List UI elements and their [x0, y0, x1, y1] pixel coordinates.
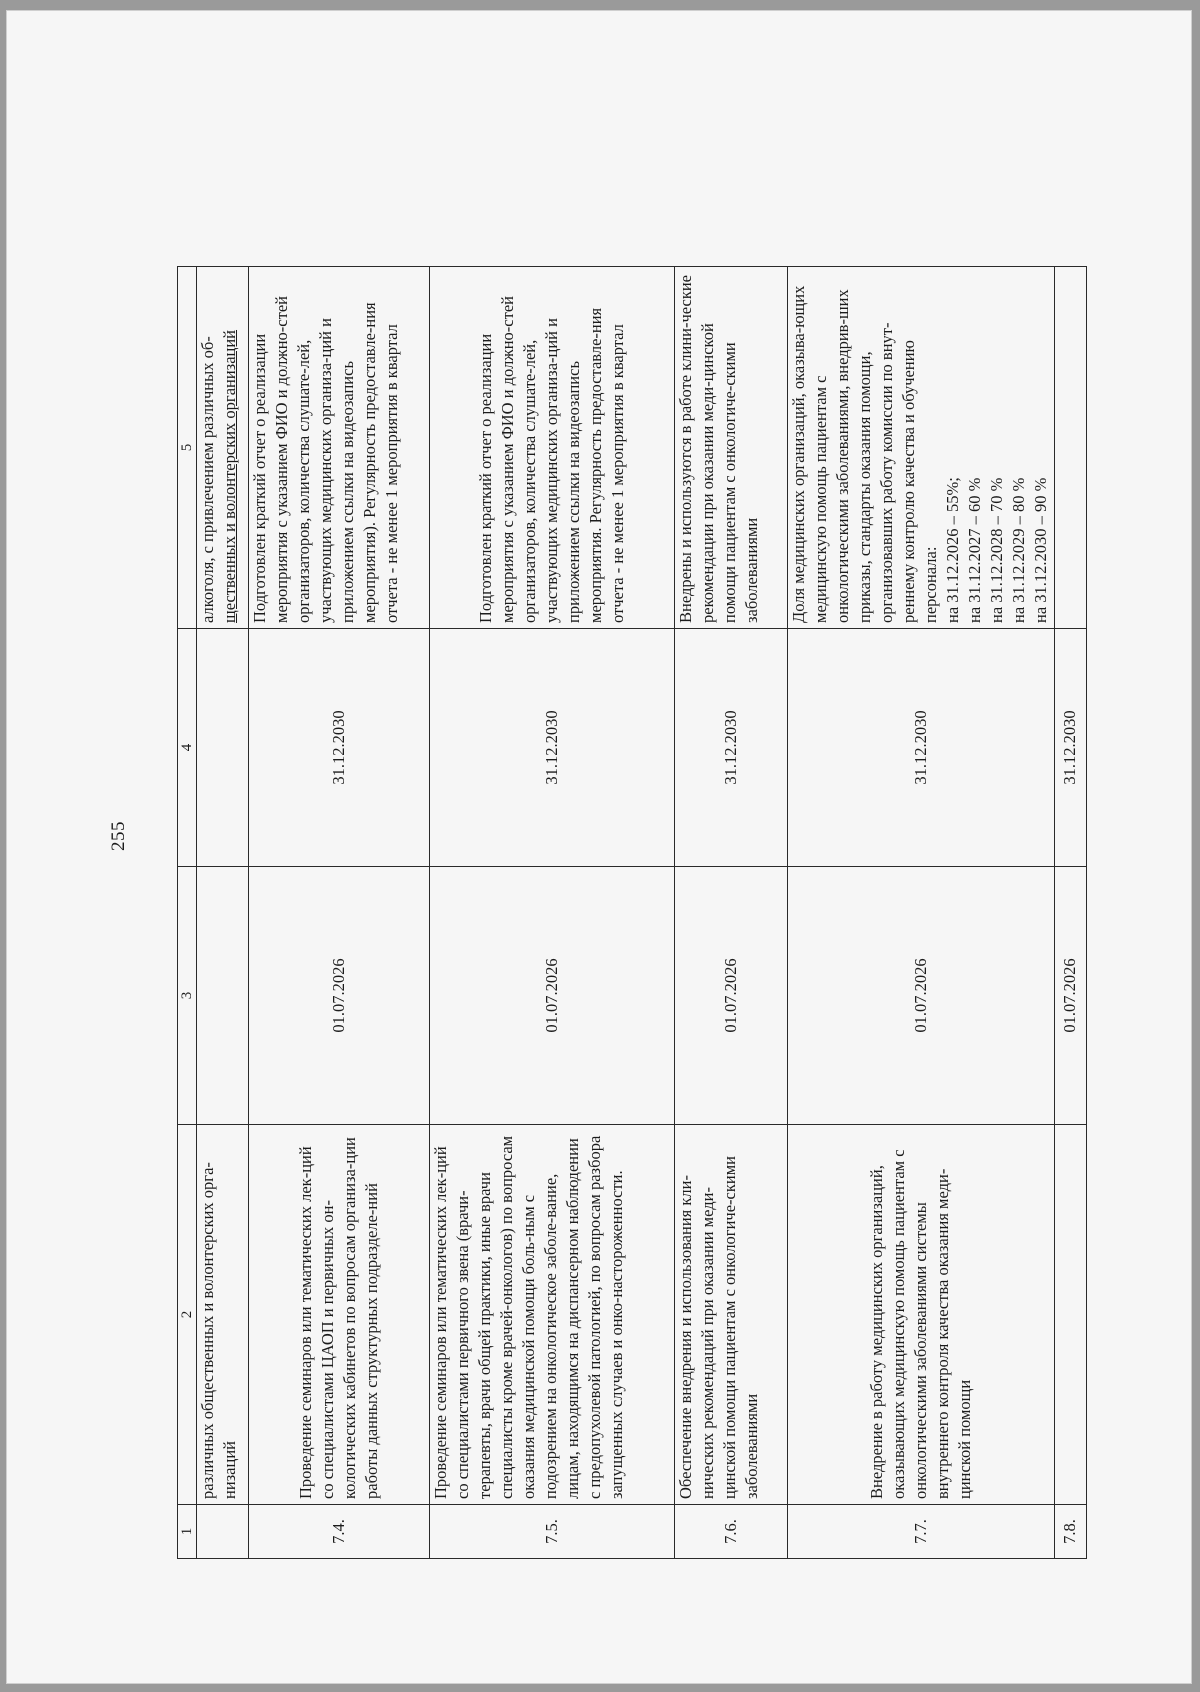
row-number: 7.7. [787, 1505, 1054, 1559]
row-number: 7.4. [249, 1505, 430, 1559]
target-item: на 31.12.2030 – 90 % [1030, 477, 1050, 623]
target-list [942, 272, 1052, 623]
row-end-date: 31.12.2030 [675, 629, 788, 867]
row-event: Проведение семинаров или тематических лек-ций со специалистами первичного звена (врачи-терапевты, врачи общей практики, иные врачи специалисты кроме врачей-онкологов) по вопросам оказания медицинской помощи боль-ным с подозрением на онкологическое заболе-вание, лицам, находящимся на диспансерном наблюдении с предопухолевой патологией, по вопросам разбора запущенных случаев и онко-настороженности. [430, 1125, 675, 1505]
row-start-date: 01.07.2026 [1054, 867, 1086, 1125]
row-start-date: 01.07.2026 [430, 867, 675, 1125]
row-event: Внедрение в работу медицинских организаций, оказывающих медицинскую помощь пациентам с онкологическими заболеваниями системы внутреннего контроля качества оказания меди-цинской помощи [787, 1125, 1054, 1505]
row-start-date [197, 867, 249, 1125]
row-result [787, 267, 1054, 629]
row-result: Подготовлен краткий отчет о реализации мероприятия с указанием ФИО и должно-стей организаторов, количества слушате-лей, участвующих медицинских организа-ций и приложением ссылки на видеозапись мероприятия). Регулярность предоставле-ния отчета - не менее 1 мероприятия в квартал [249, 267, 430, 629]
row-event [1054, 1125, 1086, 1505]
row-number: 7.5. [430, 1505, 675, 1559]
target-item: на 31.12.2028 – 70 % [986, 477, 1006, 623]
table-row [675, 267, 788, 1559]
row-start-date: 01.07.2026 [787, 867, 1054, 1125]
result-line: щественных и волонтерских организаций [220, 329, 239, 623]
row-number: 7.6. [675, 1505, 788, 1559]
row-result [1054, 267, 1086, 629]
row-end-date: 31.12.2030 [787, 629, 1054, 867]
row-result: Внедрены и используются в работе клини-ческие рекомендации при оказании меди-цинской помощи пациентам с онкологиче-скими заболеваниями [675, 267, 788, 629]
result-text: Доля медицинских организаций, оказыва-ющих медицинскую помощь пациентам с онкологическими заболеваниями, внедрив-ших приказы, стандарты оказания помощи, организовавших работу комиссии по внут-реннему контролю качества и обучению персонала: [788, 285, 940, 623]
row-number [197, 1505, 249, 1559]
page-number: 255 [108, 821, 129, 851]
row-event: Проведение семинаров или тематических лек-ций со специалистами ЦАОП и первичных он-кологических кабинетов по вопросам организа-ции работы данных структурных подразделе-ний [249, 1125, 430, 1505]
table-row [430, 267, 675, 1559]
header-row [178, 267, 197, 1559]
row-end-date [197, 629, 249, 867]
header-col-2: 2 [178, 1125, 197, 1505]
target-item: на 31.12.2029 – 80 % [1008, 477, 1028, 623]
target-item: на 31.12.2026 – 55%; [942, 477, 962, 623]
table-row [787, 267, 1054, 1559]
target-item: на 31.12.2027 – 60 % [964, 477, 984, 623]
header-col-4: 4 [178, 629, 197, 867]
table-row [249, 267, 430, 1559]
table-row [1054, 267, 1086, 1559]
row-end-date: 31.12.2030 [1054, 629, 1086, 867]
rotated-table-wrapper [177, 267, 1087, 1559]
row-start-date: 01.07.2026 [675, 867, 788, 1125]
row-number: 7.8. [1054, 1505, 1086, 1559]
result-line: алкоголя, с привлечением различных об- [198, 336, 217, 623]
header-col-3: 3 [178, 867, 197, 1125]
row-end-date: 31.12.2030 [430, 629, 675, 867]
header-col-5: 5 [178, 267, 197, 629]
row-result [197, 267, 249, 629]
row-result: Подготовлен краткий отчет о реализации мероприятия с указанием ФИО и должно-стей организаторов, количества слушате-лей, участвующих медицинских организа-ций и приложением ссылки на видеозапись мероприятия. Регулярность предоставле-ния отчета - не менее 1 мероприятия в квартал [430, 267, 675, 629]
activities-table [177, 266, 1087, 1559]
table-row [197, 267, 249, 1559]
row-event: различных общественных и волонтерских орга-низаций [197, 1125, 249, 1505]
row-start-date: 01.07.2026 [249, 867, 430, 1125]
document-page [6, 10, 1192, 1684]
row-end-date: 31.12.2030 [249, 629, 430, 867]
row-event: Обеспечение внедрения и использования кли-нических рекомендаций при оказании меди-цинской помощи пациентам с онкологиче-скими заболеваниями [675, 1125, 788, 1505]
header-col-1: 1 [178, 1505, 197, 1559]
